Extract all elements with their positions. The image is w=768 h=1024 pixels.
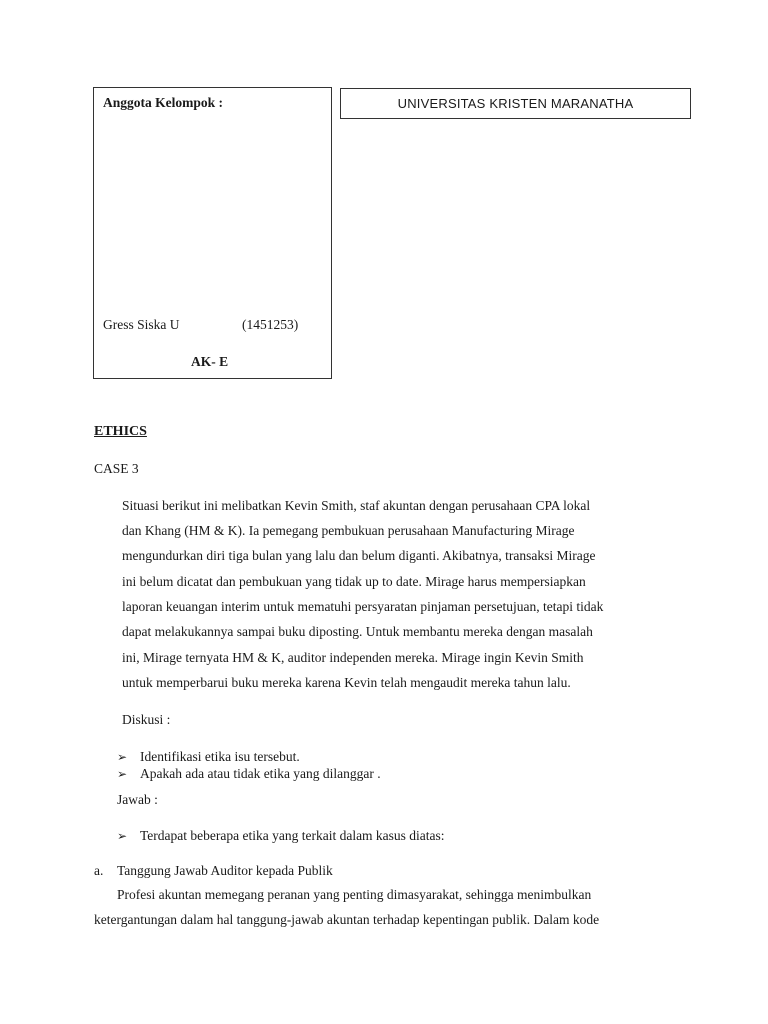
paragraph-line: dan Khang (HM & K). Ia pemegang pembukuan perusahaan Manufacturing Mirage [122, 523, 575, 538]
case-label: CASE 3 [94, 461, 139, 476]
answer-label: Jawab : [117, 792, 158, 807]
paragraph-line: ini belum dicatat dan pembukuan yang tidak up to date. Mirage harus mempersiapkan [122, 574, 586, 589]
member-id: (1451253) [242, 317, 299, 332]
arrowhead-bullet-icon: ➢ [117, 829, 128, 843]
subsection-marker: a. [94, 863, 104, 878]
members-label: Anggota Kelompok : [103, 95, 224, 110]
discussion-item: Identifikasi etika isu tersebut. [140, 749, 300, 764]
arrowhead-bullet-icon: ➢ [117, 750, 128, 764]
discussion-label: Diskusi : [122, 712, 171, 727]
group-members-box [93, 87, 332, 379]
university-box [340, 88, 691, 119]
paragraph-line: untuk memperbarui buku mereka karena Kevin telah mengaudit mereka tahun lalu. [122, 675, 571, 690]
paragraph-line: dapat melakukannya sampai buku diposting. Untuk membantu mereka dengan masalah [122, 624, 593, 639]
paragraph-line: laporan keuangan interim untuk mematuhi persyaratan pinjaman persetujuan, tetapi tidak [122, 599, 604, 614]
subsection-title: Tanggung Jawab Auditor kepada Publik [117, 863, 333, 878]
class-label: AK- E [191, 354, 229, 369]
answer-item: Terdapat beberapa etika yang terkait dalam kasus diatas: [140, 828, 445, 843]
university-name: UNIVERSITAS KRISTEN MARANATHA [397, 96, 634, 111]
paragraph-line: mengundurkan diri tiga bulan yang lalu dan belum diganti. Akibatnya, transaksi Mirage [122, 548, 596, 563]
section-title: ETHICS [94, 424, 147, 439]
paragraph-line: Profesi akuntan memegang peranan yang penting dimasyarakat, sehingga menimbulkan [117, 887, 592, 902]
member-name: Gress Siska U [103, 317, 180, 332]
paragraph-line: Situasi berikut ini melibatkan Kevin Smith, staf akuntan dengan perusahaan CPA lokal [122, 498, 591, 513]
paragraph-line: ini, Mirage ternyata HM & K, auditor independen mereka. Mirage ingin Kevin Smith [122, 650, 584, 665]
paragraph-line: ketergantungan dalam hal tanggung-jawab akuntan terhadap kepentingan publik. Dalam kode [94, 912, 600, 927]
arrowhead-bullet-icon: ➢ [117, 767, 128, 781]
discussion-item: Apakah ada atau tidak etika yang dilanggar . [140, 766, 381, 781]
